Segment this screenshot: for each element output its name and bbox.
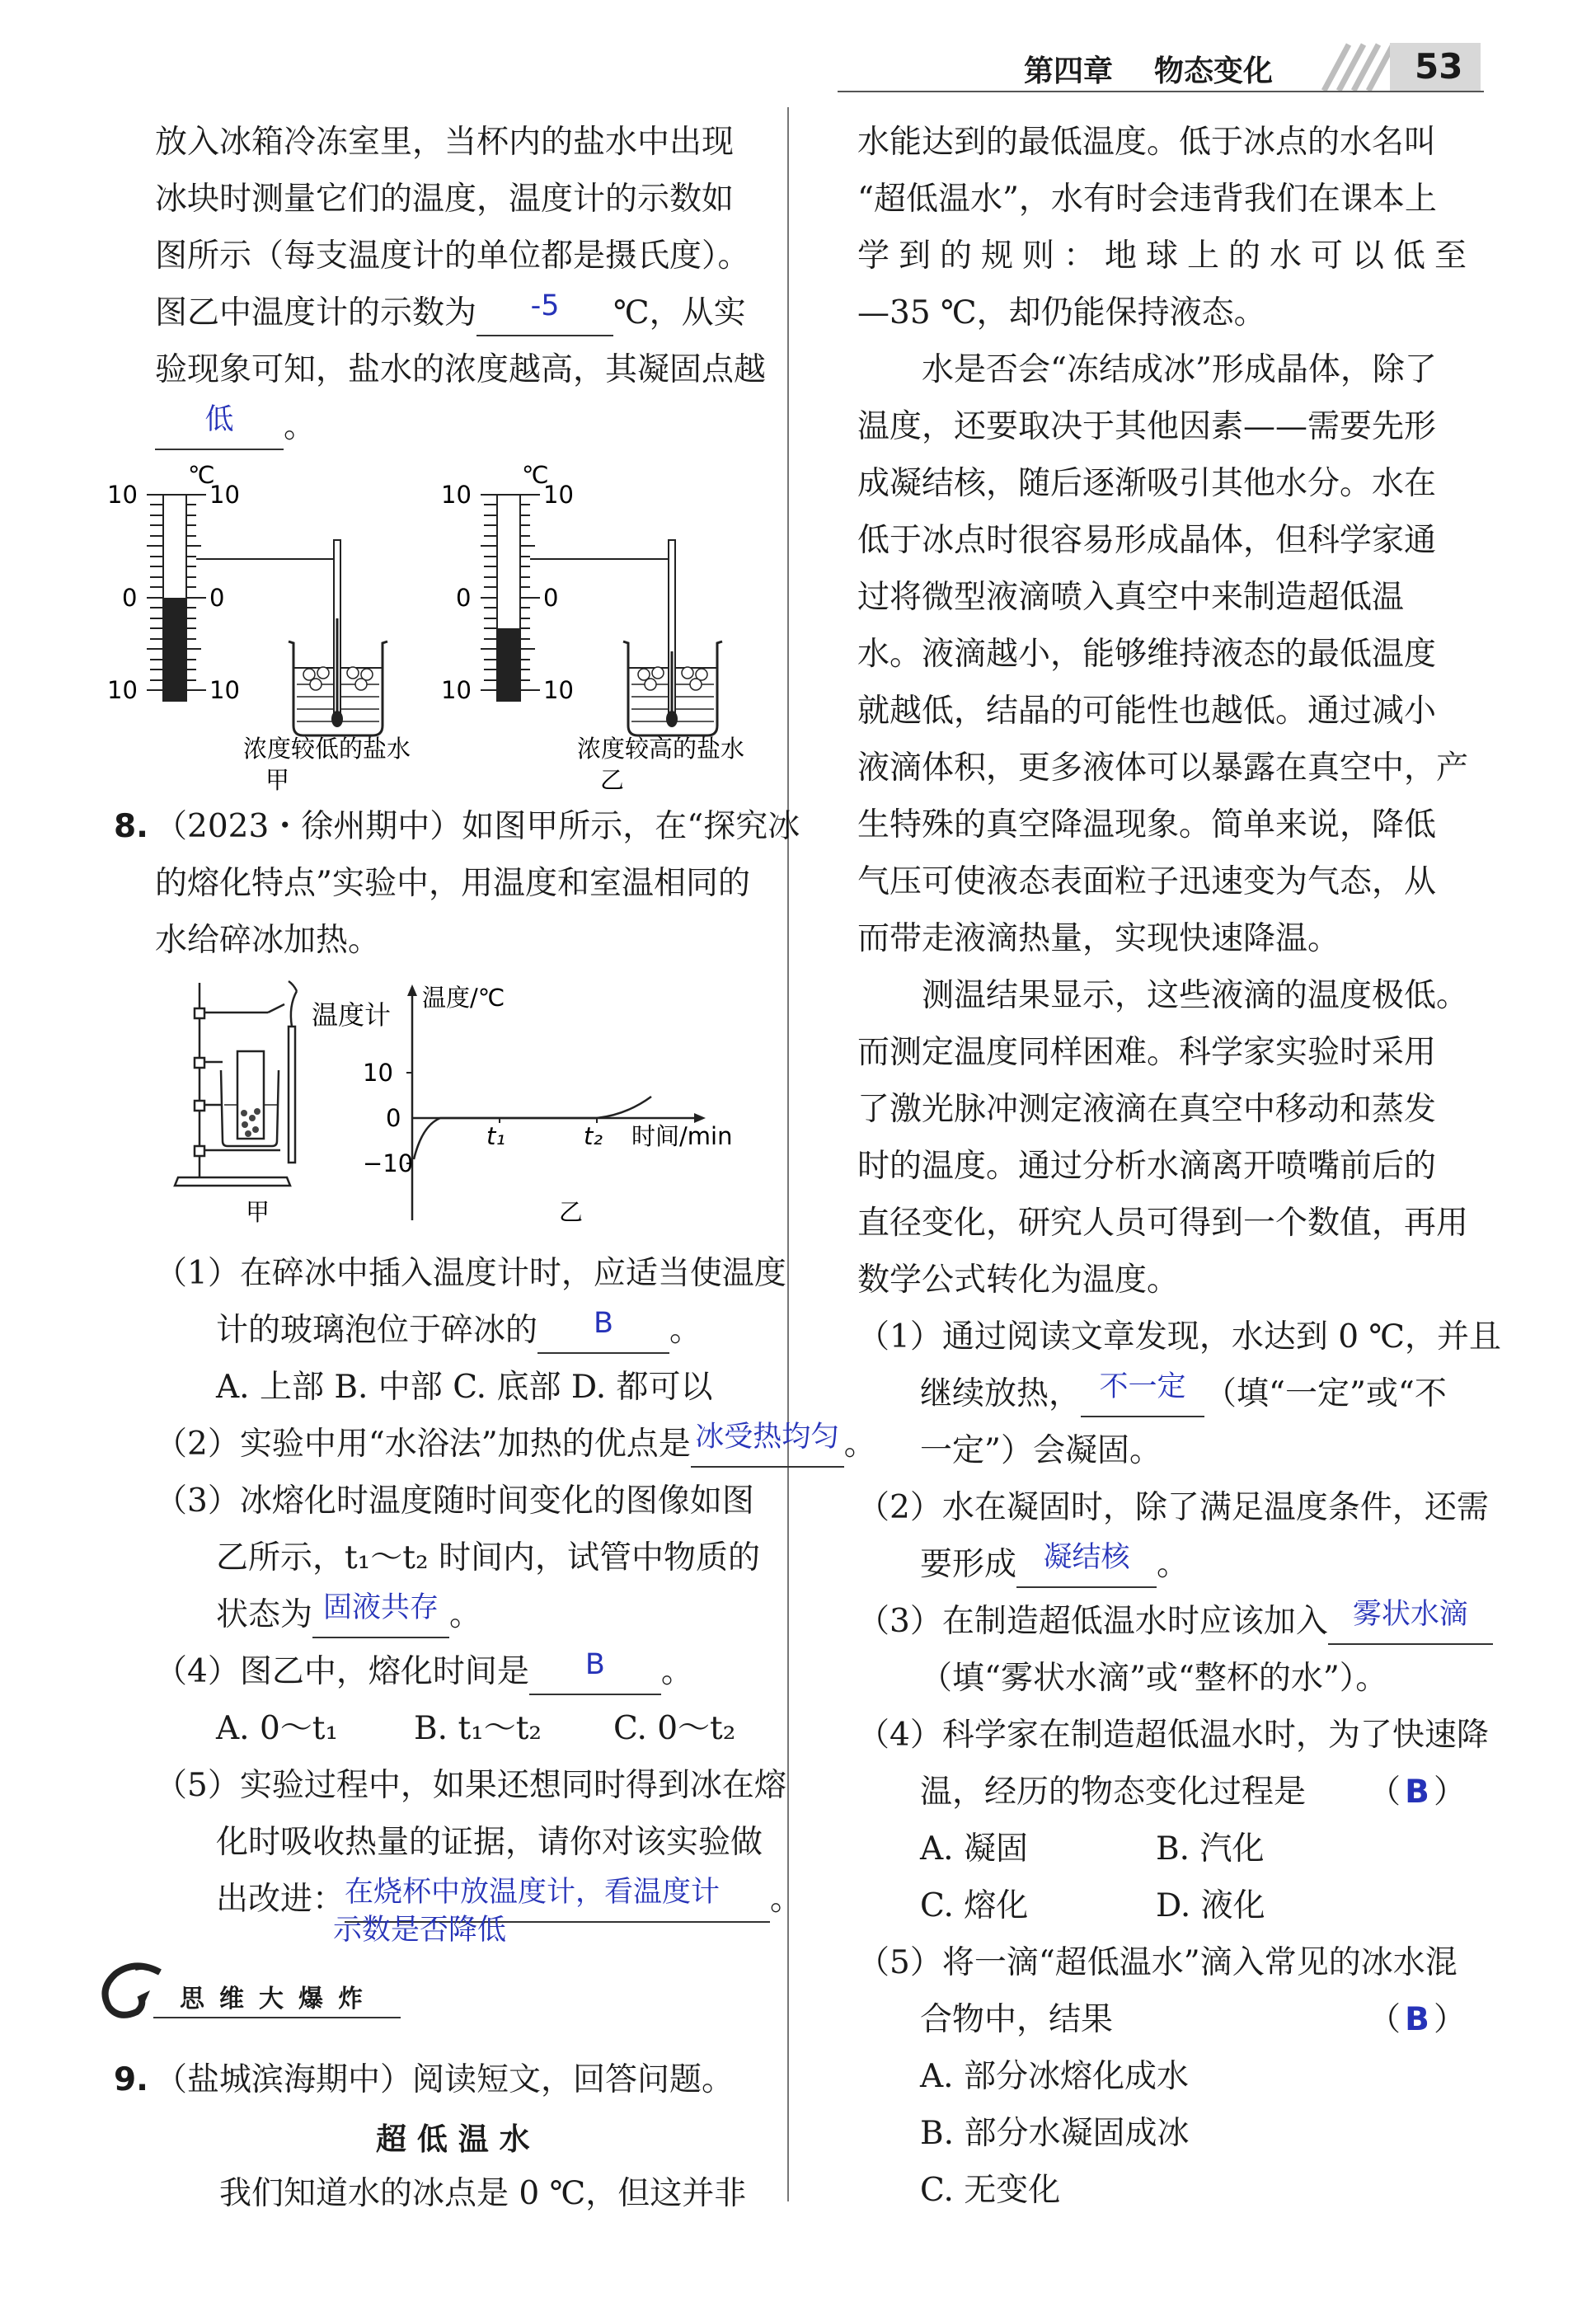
q9-sub2-answer: 凝结核 [1043, 1541, 1130, 1574]
article-p2-line9: 生特殊的真空降温现象。简单来说，降低 [857, 806, 1437, 843]
q9-sub5-optB: B. 部分水凝固成冰 [920, 2115, 1190, 2152]
article-p3-line4: 时的温度。通过分析水滴离开喷嘴前后的 [857, 1148, 1437, 1185]
q9-sub2-text: 要形成 [920, 1546, 1017, 1583]
q7-line1: 放入冰箱冷冻室里，当杯内的盐水中出现 [155, 124, 735, 161]
article-p1-line4: —35 ℃，却仍能保持液态。 [857, 294, 1266, 331]
article-p2-line4: 低于冰点时很容易形成晶体，但科学家通 [857, 522, 1437, 559]
yi-tick-0-left: 0 [456, 584, 472, 612]
q9-sub4-optD: D. 液化 [1156, 1887, 1265, 1924]
article-p3-line1: 测温结果显示，这些液滴的温度极低。 [922, 977, 1469, 1014]
jia-solution-label: 浓度较低的盐水 [243, 735, 411, 763]
q7-answer1: -5 [530, 289, 560, 322]
q8-sub5-end: 。 [770, 1881, 803, 1918]
q8-sub4-text: （4）图乙中，熔化时间是 [155, 1653, 529, 1690]
article-p1-line2: “超低温水”，水有时会违背我们在课本上 [857, 181, 1437, 218]
melting-graph [363, 984, 732, 1220]
q9-sub3-blank [1328, 1598, 1493, 1645]
graph-xlabel: 时间/min [631, 1122, 733, 1150]
q8-sub1-text: 计的玻璃泡位于碎冰的 [216, 1312, 538, 1349]
q8-sub4-optA: A. 0～t₁ [216, 1710, 339, 1747]
article-p1-line3: 学到的规则：地球上的水可以低至 [857, 237, 1476, 275]
article-continuation [857, 114, 1484, 1309]
q8-sub2-end: 。 [843, 1426, 876, 1463]
q7-answer2-blank [155, 403, 284, 450]
q8-sub5-line1: （5）实验过程中，如果还想同时得到冰在熔 [155, 1767, 786, 1804]
q8-line1 [114, 798, 800, 855]
article-p1-line1: 水能达到的最低温度。低于冰点的水名叫 [857, 124, 1437, 161]
q8-sub4-blank [529, 1648, 661, 1695]
jia-beaker [289, 540, 387, 735]
q7-line5: 验现象可知，盐水的浓度越高，其凝固点越 [155, 351, 767, 388]
q7-line4-text: 图乙中温度计的示数为 [155, 294, 477, 331]
q9-sub1-line3: 一定”）会凝固。 [920, 1432, 1162, 1469]
q9-sub4-optB: B. 汽化 [1156, 1830, 1265, 1868]
graph-y10: 10 [363, 1059, 393, 1087]
jia-unit: ℃ [188, 461, 215, 489]
q9-sub4-paren [1368, 1764, 1466, 1821]
page-header [956, 43, 1484, 91]
article-p2-line6: 水。液滴越小，能够维持液态的最低温度 [857, 636, 1437, 673]
yi-solution-label: 浓度较高的盐水 [577, 735, 745, 763]
banner-text: 思维大爆炸 [180, 1985, 378, 2013]
q8-sub1-answer: B [594, 1307, 614, 1340]
article-p3-line3: 了激光脉冲测定液滴在真空中移动和蒸发 [857, 1091, 1437, 1128]
q8-line3: 水给碎冰加热。 [155, 922, 381, 959]
q9-sub5-line2: 合物中，结果 [920, 2001, 1114, 2038]
jia-tick-10-left: 10 [107, 481, 138, 509]
q9-sub3-answer: 雾状水滴 [1352, 1598, 1468, 1631]
q9-sub4-answer: B [1405, 1774, 1429, 1811]
q9-number: 9. [114, 2061, 148, 2098]
q8-sub3-end: 。 [449, 1596, 482, 1633]
q9-sub5-optA: A. 部分冰熔化成水 [920, 2058, 1189, 2095]
q7-line4 [155, 284, 746, 341]
article-p2-line2: 温度，还要取决于其他因素——需要先形 [857, 408, 1437, 445]
yi-tick-neg10-right: 10 [543, 676, 574, 704]
q8-sub1-line2 [216, 1302, 702, 1359]
q9-sub1-hint: （填“一定”或“不 [1204, 1375, 1447, 1412]
graph-t2: t₂ [584, 1122, 603, 1150]
article-p3-line2: 而测定温度同样困难。科学家实验时采用 [857, 1034, 1437, 1071]
q8-sub4-optC: C. 0～t₂ [613, 1710, 736, 1747]
yi-tick-10-right: 10 [543, 481, 574, 509]
q9-sub4-paren-open: （ [1368, 1774, 1401, 1811]
q9-sub4-line1: （4）科学家在制造超低温水时，为了快速降 [857, 1717, 1489, 1754]
q7-answer2: 低 [204, 403, 234, 436]
q8-fig-caption-jia: 甲 [246, 1198, 270, 1226]
yi-tick-0-right: 0 [543, 584, 559, 612]
q8-sub2-answer: 冰受热均匀 [695, 1421, 840, 1454]
q8-sub3-line2: 乙所示，t₁～t₂ 时间内，试管中物质的 [216, 1539, 761, 1576]
q7-line2: 冰块时测量它们的温度，温度计的示数如 [155, 181, 735, 218]
q8-sub5-answer2: 示数是否降低 [333, 1914, 507, 1947]
q7-line4-end: ℃，从实 [613, 294, 746, 331]
thermometer-label-text: 温度计 [312, 999, 392, 1031]
page-number: 53 [1415, 46, 1463, 87]
q8-sub2-text: （2）实验中用“水浴法”加热的优点是 [155, 1426, 691, 1463]
q9-line1 [114, 2051, 734, 2108]
q8-sub2-blank [691, 1421, 844, 1468]
graph-y0: 0 [386, 1104, 401, 1132]
chapter-title: 物态变化 [1154, 54, 1274, 88]
banner-title [173, 1977, 384, 2015]
q8-sub3-text: 状态为 [216, 1596, 313, 1633]
q9-sub3-text: （3）在制造超低温水时应该加入 [857, 1603, 1328, 1640]
q9-sub3-line2: （填“雾状水滴”或“整杯的水”）。 [920, 1660, 1388, 1697]
q8-sub1-line1: （1）在碎冰中插入温度计时，应适当使温度 [155, 1255, 786, 1292]
q8-sub5-line3 [216, 1871, 802, 1928]
article-first-line: 我们知道水的冰点是 0 ℃，但这并非 [219, 2175, 747, 2212]
q9-sub1-blank [1081, 1370, 1204, 1417]
q8-sub1-options: A. 上部 B. 中部 C. 底部 D. 都可以 [216, 1369, 713, 1406]
q8-sub4-answer: B [584, 1648, 605, 1681]
jia-tick-0-right: 0 [209, 584, 225, 612]
q8-line1-text: （2023・徐州期中）如图甲所示，在“探究冰 [155, 808, 800, 845]
stand-apparatus [175, 981, 297, 1186]
q9-sub5-paren [1368, 1991, 1466, 2048]
article-p3-line6: 数学公式转化为温度。 [857, 1262, 1180, 1299]
article-p2-line1: 水是否会“冻结成冰”形成晶体，除了 [922, 351, 1437, 388]
q9-sub1-answer: 不一定 [1099, 1370, 1186, 1403]
jia-tick-neg10-left: 10 [107, 676, 138, 704]
q8-sub5-line2: 化时吸收热量的证据，请你对该实验做 [216, 1824, 763, 1861]
q7-line6 [155, 398, 316, 455]
q9-sub5-answer: B [1405, 2001, 1429, 2038]
q7-line3: 图所示（每支温度计的单位都是摄氏度）。 [155, 237, 750, 275]
q9-sub4-paren-close: ） [1434, 1774, 1467, 1811]
header-rule [838, 91, 1484, 92]
banner-underline [153, 2017, 401, 2018]
yi-unit: ℃ [522, 461, 549, 489]
q8-sub3-blank [312, 1591, 449, 1638]
q9-sub2-line1: （2）水在凝固时，除了满足温度条件，还需 [857, 1489, 1489, 1526]
q8-number: 8. [114, 808, 148, 845]
article-p2-line7: 就越低，结晶的可能性也越低。通过减小 [857, 693, 1437, 730]
q8-sub1-blank [537, 1307, 669, 1354]
q9-sub2-end: 。 [1157, 1546, 1190, 1583]
q9-sub5-optC: C. 无变化 [920, 2172, 1061, 2209]
q8-sub3-line1: （3）冰熔化时温度随时间变化的图像如图 [155, 1482, 754, 1520]
q8-sub3-line3 [216, 1586, 481, 1643]
q9-sub4-optA: A. 凝固 [920, 1830, 1028, 1868]
q8-sub3-answer: 固液共存 [323, 1591, 439, 1624]
q9-sub5-paren-open: （ [1368, 2001, 1401, 2038]
yi-tick-10-left: 10 [441, 481, 472, 509]
q9-sub1-text: 继续放热， [920, 1375, 1082, 1412]
chapter-label: 第四章 [1024, 54, 1114, 88]
q8-sub2 [155, 1416, 876, 1473]
q9-sub2-line2 [920, 1536, 1189, 1593]
article-p2-line10: 气压可使液态表面粒子迅速变为气态，从 [857, 863, 1437, 900]
graph-yneg10: −10 [363, 1149, 414, 1177]
q8-sub5-text: 出改进： [216, 1881, 345, 1918]
article-p2-line3: 成凝结核，随后逐渐吸引其他水分。水在 [857, 465, 1437, 502]
q7-answer1-blank [476, 289, 613, 336]
jia-tick-10-right: 10 [209, 481, 240, 509]
q8-sub1-end: 。 [669, 1312, 702, 1349]
header-stripes [1307, 43, 1398, 91]
q9-sub1-line2 [920, 1365, 1447, 1422]
q9-line1-text: （盐城滨海期中）阅读短文，回答问题。 [155, 2061, 735, 2098]
yi-caption: 乙 [600, 766, 625, 794]
jia-tick-neg10-right: 10 [209, 676, 240, 704]
jia-caption: 甲 [265, 766, 290, 794]
melting-curve [414, 1097, 651, 1159]
banner-swirl-icon [91, 1961, 181, 2023]
q8-line2: 的熔化特点”实验中，用温度和室温相同的 [155, 865, 750, 902]
q9-sub3-line1 [857, 1593, 1493, 1650]
q7-thermometer-figure [99, 453, 783, 800]
yi-beaker [623, 540, 722, 735]
q8-sub4-optB: B. t₁～t₂ [414, 1710, 542, 1747]
graph-ylabel: 温度/℃ [422, 984, 505, 1012]
q9-sub2-blank [1016, 1541, 1157, 1588]
article-p2-line11: 而带走液滴热量，实现快速降温。 [857, 920, 1340, 957]
q8-fig-caption-yi: 乙 [559, 1198, 584, 1226]
q9-sub4-optC: C. 熔化 [920, 1887, 1029, 1924]
graph-t1: t₁ [486, 1122, 505, 1150]
article-p2-line8: 液滴体积，更多液体可以暴露在真空中，产 [857, 749, 1469, 787]
q9-sub1-line1: （1）通过阅读文章发现，水达到 0 ℃，并且 [857, 1318, 1502, 1356]
q9-sub5-line1: （5）将一滴“超低温水”滴入常见的冰水混 [857, 1944, 1458, 1981]
article-title: 超 低 温 水 [376, 2121, 530, 2157]
q8-sub4 [155, 1643, 693, 1700]
yi-tick-neg10-left: 10 [441, 676, 472, 704]
article-p2-line5: 过将微型液滴喷入真空中来制造超低温 [857, 579, 1405, 616]
q8-sub5-answer1: 在烧杯中放温度计，看温度计 [345, 1876, 721, 1909]
q8-sub4-end: 。 [660, 1653, 693, 1690]
jia-tick-0-left: 0 [122, 584, 138, 612]
q8-experiment-figure [165, 973, 758, 1245]
article-p3-line5: 直径变化，研究人员可得到一个数值，再用 [857, 1205, 1469, 1242]
q7-line6-end: 。 [284, 408, 317, 445]
q9-sub5-paren-close: ） [1434, 2001, 1467, 2038]
thermometer-label [312, 999, 391, 1031]
q9-sub4-line2: 温，经历的物态变化过程是 [920, 1774, 1307, 1811]
